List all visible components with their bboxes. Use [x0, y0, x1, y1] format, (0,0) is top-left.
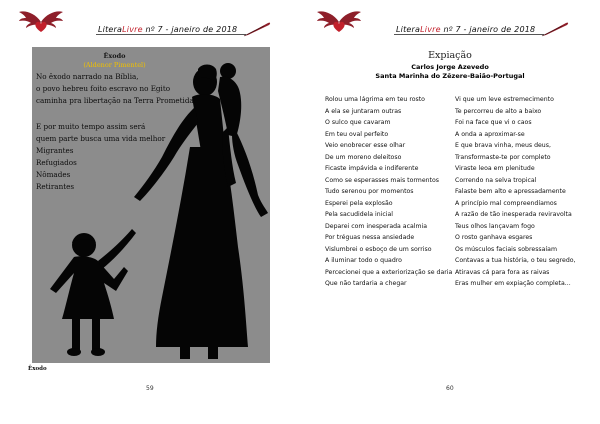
page-number: 59 — [146, 385, 154, 392]
verse-line: Eras mulher em expiação completa... — [455, 280, 571, 287]
verse-line: Transformaste-te por completo — [455, 153, 551, 161]
winged-heart-logo-icon — [18, 10, 64, 34]
verse-line: Em teu oval perfeito — [325, 130, 389, 138]
winged-heart-logo-icon — [316, 10, 362, 34]
verse-line: Teus olhos lançavam fogo — [455, 222, 535, 230]
page-number: 60 — [446, 385, 454, 392]
mother-child-silhouette — [32, 47, 270, 363]
author-name: Carlos Jorge Azevedo — [411, 63, 489, 71]
page-header — [98, 25, 237, 34]
verse-line: Vi que um leve estremecimento — [455, 96, 554, 103]
magazine-prefix: Litera — [98, 25, 123, 34]
poster-line: No êxodo narrado na Bíblia, — [36, 72, 139, 81]
quill-pen-icon — [540, 20, 570, 38]
verse-line: Esperei pela explosão — [325, 199, 393, 207]
verse-line: Viraste leoa em plenitude — [455, 165, 535, 172]
poster-author: (Aldenor Pimentel) — [83, 61, 146, 69]
verse-line: A iluminar todo o quadro — [325, 257, 402, 264]
poem-column-right — [455, 94, 576, 290]
poster-line: E por muito tempo assim será — [36, 122, 146, 131]
verse-line: Vislumbrei o esboço de um sorriso — [325, 245, 432, 253]
header-rule — [394, 34, 544, 35]
verse-line: O sulco que cavaram — [325, 119, 391, 126]
magazine-highlight: Livre — [122, 25, 143, 34]
issue-text: nº 7 - janeiro de 2018 — [142, 25, 238, 34]
verse-line: A princípio mal compreendíamos — [455, 199, 557, 207]
verse-line: Foi na face que vi o caos — [455, 119, 532, 126]
verse-line: Por tréguas nessa ansiedade — [325, 234, 415, 241]
poster-line: Nômades — [36, 170, 71, 179]
right-page — [300, 0, 600, 424]
verse-line: Atiravas cá para fora as raivas — [455, 268, 550, 276]
verse-line: Tudo serenou por momentos — [325, 188, 414, 195]
quill-pen-icon — [242, 20, 272, 38]
poster-title: Êxodo — [103, 52, 126, 60]
verse-line: Correndo na selva tropical — [455, 176, 537, 184]
verse-line: Falaste bem alto e apressadamente — [455, 188, 566, 195]
header-rule — [96, 34, 246, 35]
verse-line: O rosto ganhava esgares — [455, 234, 533, 241]
poster-line: Refugiados — [36, 158, 77, 167]
magazine-prefix: Litera — [396, 25, 421, 34]
verse-line: A ela se juntaram outras — [325, 107, 402, 115]
poem-title: Expiação — [428, 50, 472, 61]
verse-line: Veio enobrecer esse olhar — [325, 142, 406, 149]
verse-line: Te percorreu de alto a baixo — [455, 107, 542, 115]
page-header — [396, 25, 535, 34]
image-caption: Êxodo — [28, 366, 47, 372]
verse-line: De um moreno deleitoso — [325, 153, 402, 161]
poster-exodo — [32, 47, 270, 363]
verse-line: Ficaste impávida e indiferente — [325, 165, 419, 172]
issue-text: nº 7 - janeiro de 2018 — [440, 25, 536, 34]
poster-line: o povo hebreu foito escravo no Egito — [36, 84, 171, 93]
verse-line: E que brava vinha, meus deus, — [455, 142, 551, 149]
verse-line: A onda a aproximar-se — [455, 130, 525, 138]
poem-column-left — [325, 94, 452, 290]
poster-line: Retirantes — [36, 182, 75, 191]
verse-line: Os músculos faciais sobressaíam — [455, 245, 557, 253]
verse-line: Pela sacudidela inicial — [325, 211, 393, 218]
verse-line: Que não tardaria a chegar — [325, 280, 407, 287]
verse-line: Como se esperasses mais tormentos — [325, 176, 439, 184]
author-place: Santa Marinha do Zêzere-Baião-Portugal — [375, 72, 525, 80]
verse-line: Rolou uma lágrima em teu rosto — [325, 96, 425, 103]
verse-line: Percecionei que a exteriorização se daria — [325, 268, 453, 276]
verse-line: Contavas a tua história, o teu segredo, — [455, 257, 576, 264]
magazine-highlight: Livre — [420, 25, 441, 34]
verse-line: A razão de tão inesperada reviravolta — [455, 211, 572, 218]
verse-line: Deparei com inesperada acalmia — [325, 222, 428, 230]
poster-line: caminha pra libertação na Terra Prometida — [36, 96, 194, 105]
poster-line: quem parte busca uma vida melhor — [36, 134, 166, 143]
poster-line: Migrantes — [36, 146, 74, 155]
